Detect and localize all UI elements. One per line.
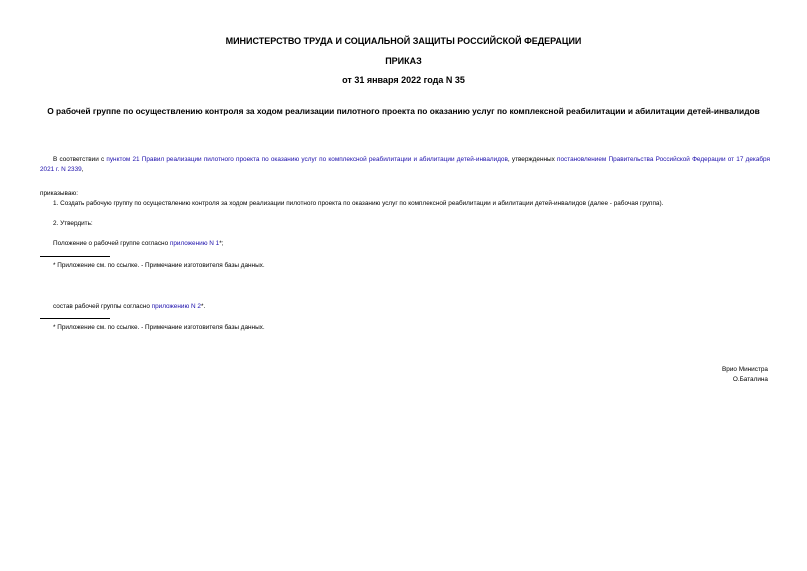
footnote-divider xyxy=(40,318,110,319)
item-2: 2. Утвердить: xyxy=(53,220,93,227)
signatory-position: Врио Министра xyxy=(722,366,768,373)
preamble-middle: , утвержденных xyxy=(507,156,558,163)
appendix-2-link[interactable]: приложению N 2 xyxy=(151,303,201,310)
approve-regulation-tail: *; xyxy=(219,240,224,247)
document-subject: О рабочей группе по осуществлению контроля за ходом реализации пилотного проекта по оказанию услуг по комплексной реабилитации и абилитации детей-инвалидов xyxy=(47,106,760,116)
footnote-divider xyxy=(40,256,110,257)
footnote-1: * Приложение см. по ссылке. - Примечание изготовителя базы данных. xyxy=(53,262,265,269)
approve-composition xyxy=(53,302,205,312)
appendix-1-link[interactable]: приложению N 1 xyxy=(169,240,220,247)
item-1: 1. Создать рабочую группу по осуществлению контроля за ходом реализации пилотного проекта по оказанию услуг по комплексной реабилитации и абилитации детей-инвалидов (далее - рабочая группа). xyxy=(53,200,664,207)
footnote-2: * Приложение см. по ссылке. - Примечание изготовителя базы данных. xyxy=(53,324,265,331)
preamble-paragraph xyxy=(40,155,770,174)
approve-composition-text: состав рабочей группы согласно xyxy=(53,303,152,310)
approve-composition-tail: *. xyxy=(200,303,206,310)
approve-regulation xyxy=(53,239,223,249)
preamble-tail: , xyxy=(81,165,84,173)
document-type: ПРИКАЗ xyxy=(385,56,422,66)
rules-point-21-link[interactable]: пунктом 21 Правил реализации пилотного проекта по оказанию услуг по комплексной реабилитации и абилитации детей-инвалидов xyxy=(106,156,508,163)
document-date-number: от 31 января 2022 года N 35 xyxy=(342,75,465,85)
government-decree-link[interactable]: постановлением Правительства Российской Федерации от 17 декабря 2021 г. N 2339 xyxy=(40,156,770,173)
order-word: приказываю: xyxy=(40,190,78,197)
ministry-title: МИНИСТЕРСТВО ТРУДА И СОЦИАЛЬНОЙ ЗАЩИТЫ РОССИЙСКОЙ ФЕДЕРАЦИИ xyxy=(225,36,582,46)
approve-regulation-text: Положение о рабочей группе согласно xyxy=(53,240,170,247)
signatory-name: О.Баталина xyxy=(732,376,768,383)
preamble-lead: В соответствии с xyxy=(53,156,107,163)
